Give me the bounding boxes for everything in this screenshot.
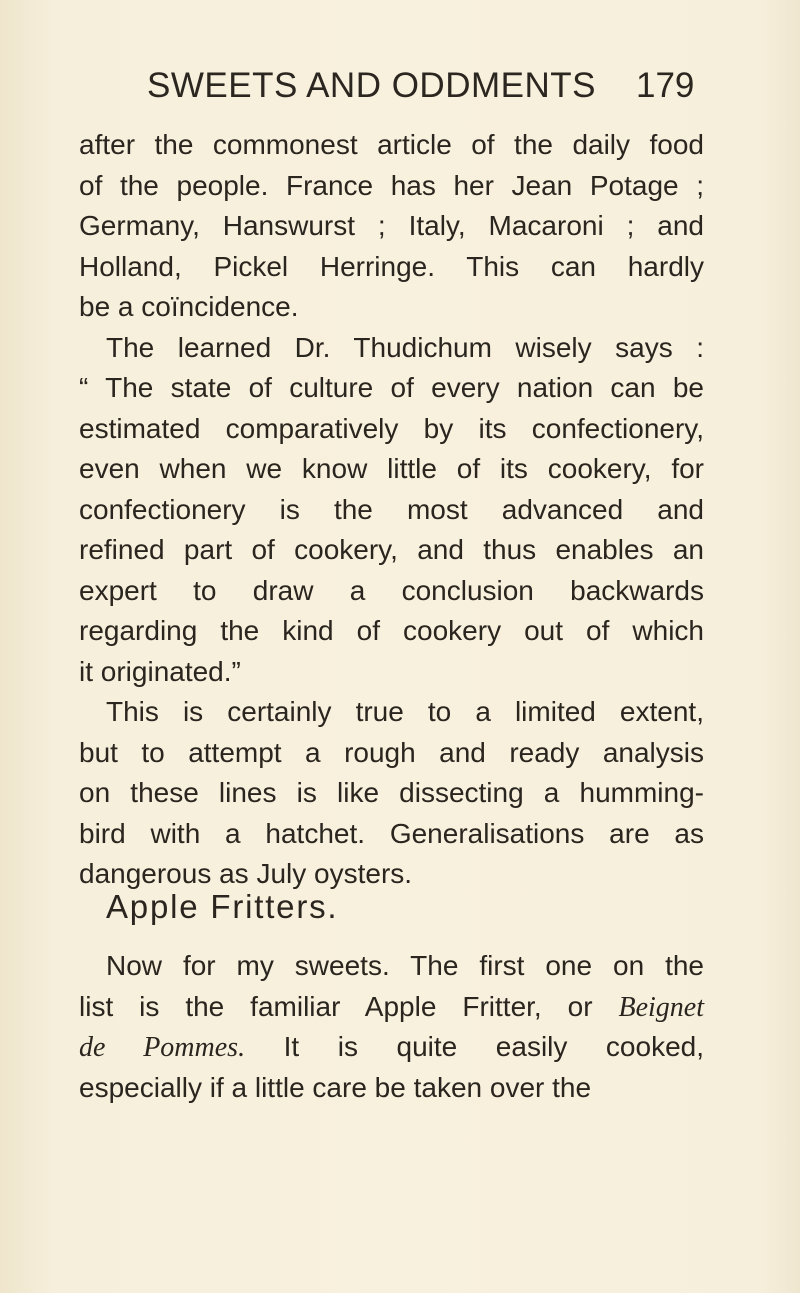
text-line: This is certainly true to a limited extent, <box>106 696 704 727</box>
text-line: refined part of cookery, and thus enables an <box>79 534 704 565</box>
italic-term: de Pommes. <box>79 1032 246 1063</box>
text-line: after the commonest article of the daily food <box>79 129 704 160</box>
text-line: of the people. France has her Jean Potage ; <box>79 169 704 201</box>
text-line: it originated.” <box>79 655 241 687</box>
running-header <box>0 64 800 108</box>
text-line: bird with a hatchet. Generalisations are as <box>79 817 704 849</box>
text-line: Germany, Hanswurst ; Italy, Macaroni ; and <box>79 210 704 241</box>
text-line: “ The state of culture of every nation can be <box>79 372 704 403</box>
text-line: but to attempt a rough and ready analysis <box>79 736 704 768</box>
text-line: Holland, Pickel Herringe. This can hardly <box>79 250 704 282</box>
text-run: list is the familiar Apple Fritter, or <box>79 990 619 1022</box>
text-line: The learned Dr. Thudichum wisely says : <box>106 331 704 363</box>
text-line: be a coïncidence. <box>79 291 299 322</box>
page-number: 179 <box>636 66 695 105</box>
text-line: even when we know little of its cookery, for <box>79 453 704 484</box>
text-line: confectionery is the most advanced and <box>79 493 704 525</box>
text-line: regarding the kind of cookery out of which <box>79 615 704 646</box>
italic-term: Beignet <box>618 991 704 1023</box>
text-line: Now for my sweets. The first one on the <box>106 950 704 981</box>
text-line: estimated comparatively by its confectionery, <box>79 412 704 444</box>
text-line: on these lines is like dissecting a humming- <box>79 777 704 808</box>
text-line <box>79 987 704 1028</box>
text-line: especially if a little care be taken over the <box>79 1071 592 1103</box>
text-line: expert to draw a conclusion backwards <box>79 574 704 606</box>
text-line: dangerous as July oysters. <box>79 858 413 889</box>
body-text <box>79 125 704 895</box>
section-body-text <box>79 946 704 1108</box>
section-heading: Apple Fritters. <box>106 888 339 925</box>
text-line <box>79 1027 704 1068</box>
text-run: It is quite easily cooked, <box>245 1031 705 1062</box>
running-title: SWEETS AND ODDMENTS <box>147 66 596 105</box>
